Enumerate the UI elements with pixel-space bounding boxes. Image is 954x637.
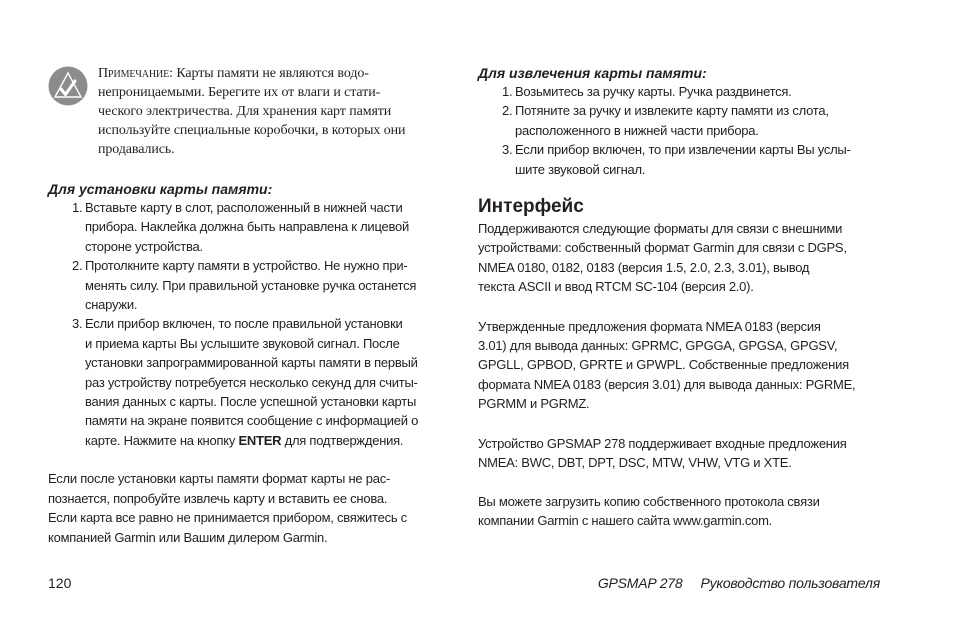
- step-number: 3.: [72, 316, 83, 332]
- interface-heading: Интерфейс: [478, 196, 584, 218]
- product-name: GPSMAP 278: [597, 575, 683, 591]
- remove-step: 3. Если прибор включен, то при извлечении карты Вы услы- шите звуковой сигнал.: [502, 142, 851, 177]
- enter-key-label: ENTER: [238, 432, 282, 448]
- remove-step: 2. Потяните за ручку и извлеките карту памяти из слота, расположенного в нижней части прибора.: [502, 103, 829, 138]
- install-step: 1. Вставьте карту в слот, расположенный в нижней части прибора. Наклейка должна быть направлена к лицевой стороне устройства.: [72, 200, 409, 254]
- note-line: Карты памяти не являются водо-: [176, 66, 369, 81]
- install-heading: Для установки карты памяти:: [48, 181, 273, 197]
- step-number: 2.: [502, 103, 513, 119]
- note-block: [48, 64, 458, 159]
- note-label: Примечание: [98, 66, 170, 81]
- step-number: 3.: [502, 142, 513, 158]
- right-column: [478, 64, 888, 530]
- note-line: используйте специальные коробочки, в которых они: [98, 123, 406, 138]
- note-check-triangle-icon: [48, 66, 88, 106]
- remove-heading: Для извлечения карты памяти:: [478, 65, 707, 81]
- note-line: ческого электричества. Для хранения карт памяти: [98, 104, 392, 119]
- note-text: Примечание: Карты памяти не являются водо- непроницаемыми. Берегите их от влаги и стати- ческого электричества. Для хранения карт памяти используйте специальные коробочки, в которых они продавались.: [98, 66, 406, 157]
- install-steps: [48, 198, 458, 450]
- install-step: 3. Если прибор включен, то после правильной установки и приема карты Вы услышите звуковой сигнал. После установки запрограммированной карты памяти в первый раз устройству потребуется несколько секунд для считы- вания данных с карты. После успешной установки карты памяти на экране появится сообщение с информацией о карте. Нажмите на кнопку ENTER для подтверждения.: [72, 316, 419, 448]
- remove-step: 1. Возьмитесь за ручку карты. Ручка раздвинется.: [478, 82, 888, 101]
- remove-steps: [478, 82, 888, 179]
- protocol-download-paragraph: Вы можете загрузить копию собственного протокола связи компании Garmin с нашего сайта www.garmin.com.: [478, 493, 820, 528]
- install-step: 2. Протолкните карту памяти в устройство. Не нужно при- менять силу. При правильной установке ручка останется снаружи.: [72, 258, 417, 313]
- step-number: 1.: [502, 84, 513, 99]
- interface-formats-paragraph: Поддерживаются следующие форматы для связи с внешними устройствами: собственный формат Garmin для связи с DGPS, NMEA 0180, 0182, 0183 (версия 1.5, 2.0, 2.3, 3.01), вывод текста ASCII и ввод RTCM SC-104 (версия 2.0).: [478, 221, 847, 295]
- left-column: [48, 64, 458, 547]
- page-number: 120: [48, 575, 72, 591]
- nmea-output-paragraph: Утвержденные предложения формата NMEA 0183 (версия 3.01) для вывода данных: GPRMC, GPGGA, GPGSA, GPGSV, GPGLL, GPBOD, GPRTE и GPWPL. Собственные предложения формата NMEA 0183 (версия 3.01) для вывода данных: PGRME, PGRMM и PGRMZ.: [478, 318, 856, 412]
- step-number: 2.: [72, 258, 83, 274]
- note-line: продавались.: [98, 142, 175, 157]
- running-footer: [598, 575, 880, 591]
- step-number: 1.: [72, 200, 83, 215]
- note-line: непроницаемыми. Берегите их от влаги и стати-: [98, 85, 381, 100]
- nmea-input-paragraph: Устройство GPSMAP 278 поддерживает входные предложения NMEA: BWC, DBT, DPT, DSC, MTW, VHW, VTG и XTE.: [478, 435, 847, 471]
- manual-title: Руководство пользователя: [700, 575, 880, 591]
- install-followup-paragraph: Если после установки карты памяти формат карты не рас- познается, попробуйте извлечь карту и вставить ее снова. Если карта все равно не принимается прибором, свяжитесь с компанией Garmin или Вашим дилером Garmin.: [48, 471, 407, 545]
